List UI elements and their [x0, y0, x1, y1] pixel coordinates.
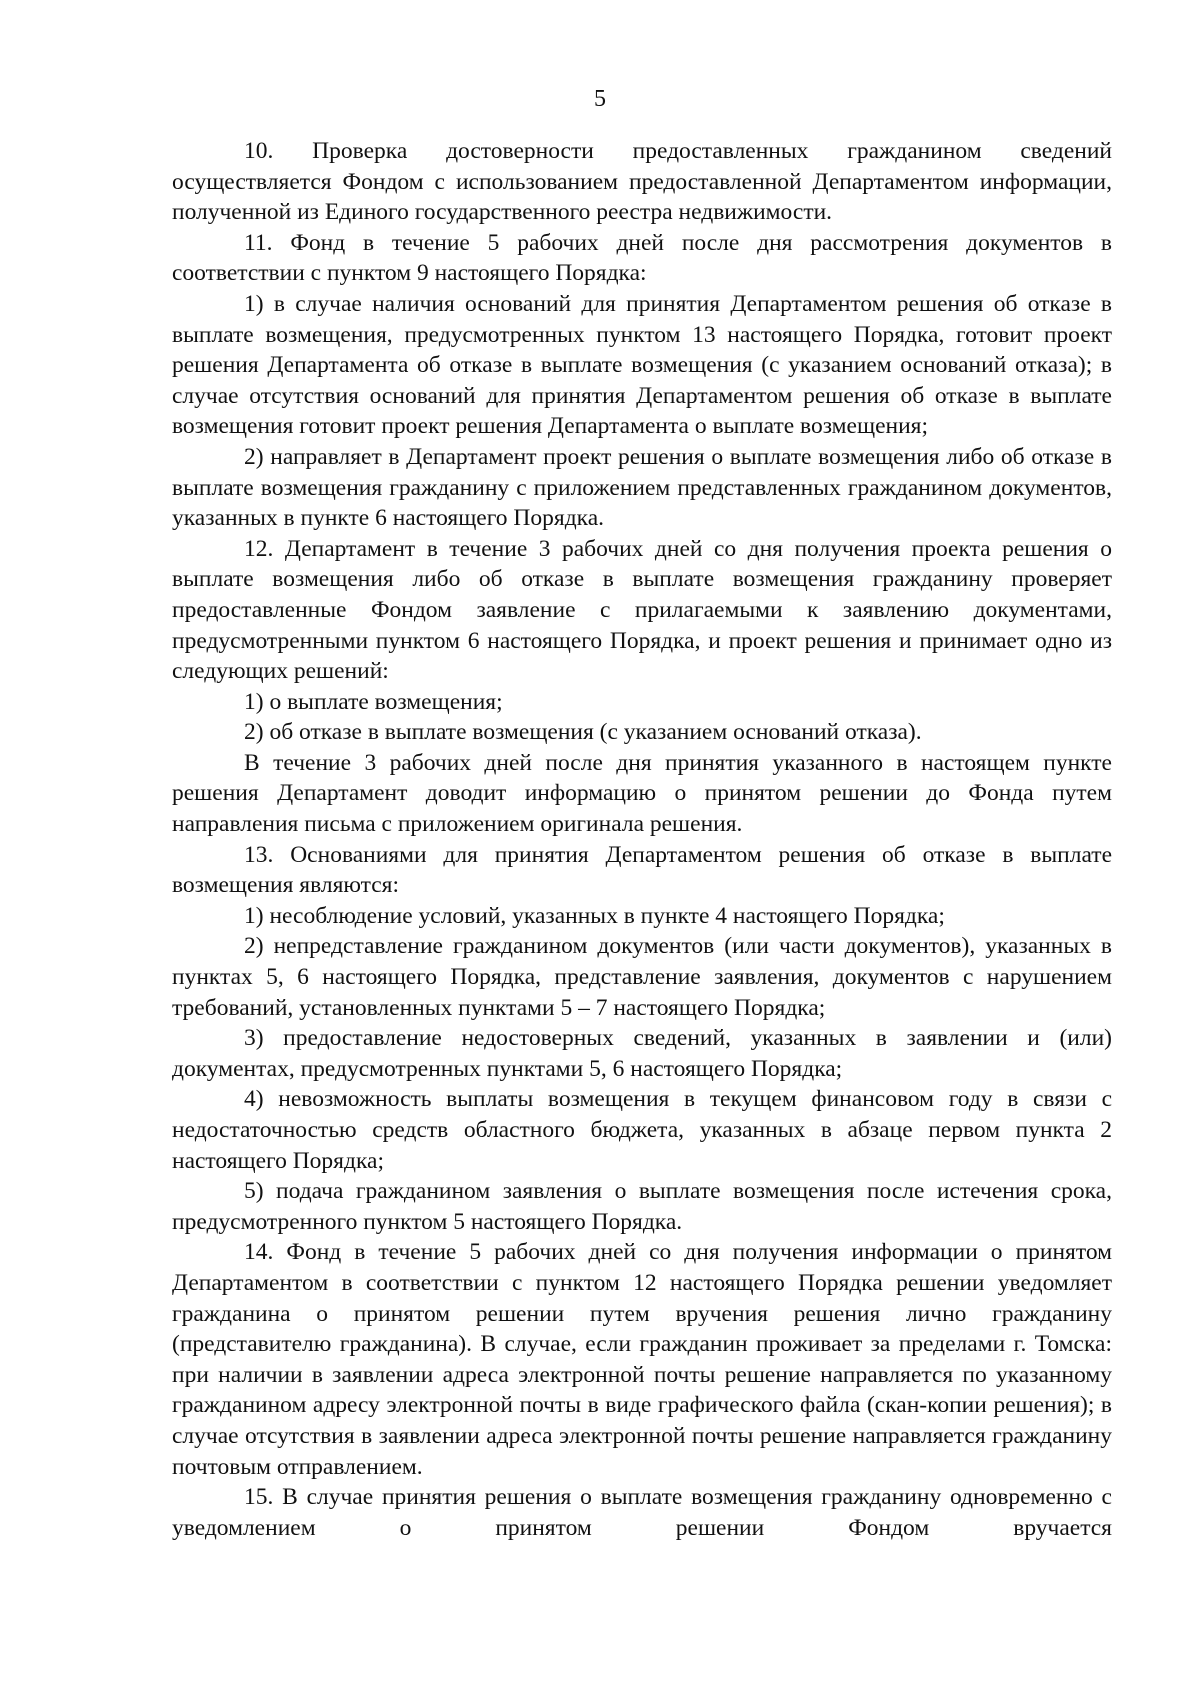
paragraph-15: 15. В случае принятия решения о выплате возмещения гражданину одновременно с уведомлением о принятом решении Фондом вручается: [172, 1484, 1112, 1541]
paragraph-13-item-3: 3) предоставление недостоверных сведений, указанных в заявлении и (или) документах, предусмотренных пунктами 5, 6 настоящего Порядка;: [172, 1025, 1112, 1082]
paragraph-14: 14. Фонд в течение 5 рабочих дней со дня получения информации о принятом Департаментом в соответствии с пунктом 12 настоящего Порядка решении уведомляет гражданина о принятом решении путем вручения решения лично гражданину (представителю гражданина). В случае, если гражданин проживает за пределами г. Томска: при наличии в заявлении адреса электронной почты решение направляется по указанному гражданином адресу электронной почты в виде графического файла (скан-копии решения); в случае отсутствия в заявлении адреса электронной почты решение направляется гражданину почтовым отправлением.: [172, 1239, 1112, 1480]
paragraph-12: 12. Департамент в течение 3 рабочих дней со дня получения проекта решения о выплате возмещения либо об отказе в выплате возмещения гражданину проверяет предоставленные Фондом заявление с прилагаемыми к заявлению документами, предусмотренными пунктом 6 настоящего Порядка, и проект решения и принимает одно из следующих решений:: [172, 535, 1112, 685]
page-number: 5: [594, 86, 606, 112]
paragraph-12-item-1: 1) о выплате возмещения;: [244, 688, 503, 715]
paragraph-11: 11. Фонд в течение 5 рабочих дней после дня рассмотрения документов в соответствии с пунктом 9 настоящего Порядка:: [172, 229, 1112, 287]
paragraph-13-item-4: 4) невозможность выплаты возмещения в текущем финансовом году в связи с недостаточностью средств областного бюджета, указанных в абзаце первом пункта 2 настоящего Порядка;: [172, 1086, 1112, 1174]
paragraph-13-item-2: 2) непредставление гражданином документов (или части документов), указанных в пунктах 5, 6 настоящего Порядка, представление заявления, документов с нарушением требований, установленных пунктами 5 – 7 настоящего Порядка;: [172, 933, 1112, 1021]
paragraph-11-item-2: 2) направляет в Департамент проект решения о выплате возмещения либо об отказе в выплате возмещения гражданину с приложением представленных гражданином документов, указанных в пункте 6 настоящего Порядка.: [172, 443, 1112, 532]
paragraph-13-item-1: 1) несоблюдение условий, указанных в пункте 4 настоящего Порядка;: [244, 902, 945, 929]
paragraph-13-item-5: 5) подача гражданином заявления о выплате возмещения после истечения срока, предусмотренного пунктом 5 настоящего Порядка.: [172, 1178, 1112, 1235]
paragraph-13: 13. Основаниями для принятия Департаментом решения об отказе в выплате возмещения являются:: [172, 841, 1112, 899]
paragraph-10: 10. Проверка достоверности предоставленных гражданином сведений осуществляется Фондом с использованием предоставленной Департаментом информации, полученной из Единого государственного реестра недвижимости.: [172, 138, 1112, 226]
document-body: [172, 136, 1112, 1543]
paragraph-12-note: В течение 3 рабочих дней после дня принятия указанного в настоящем пункте решения Департамент доводит информацию о принятом решении до Фонда путем направления письма с приложением оригинала решения.: [172, 749, 1112, 838]
paragraph-11-item-1: 1) в случае наличия оснований для принятия Департаментом решения об отказе в выплате возмещения, предусмотренных пунктом 13 настоящего Порядка, готовит проект решения Департамента об отказе в выплате возмещения (с указанием оснований отказа); в случае отсутствия оснований для принятия Департаментом решения об отказе в выплате возмещения готовит проект решения Департамента о выплате возмещения;: [172, 290, 1112, 440]
paragraph-12-item-2: 2) об отказе в выплате возмещения (с указанием оснований отказа).: [244, 719, 922, 746]
